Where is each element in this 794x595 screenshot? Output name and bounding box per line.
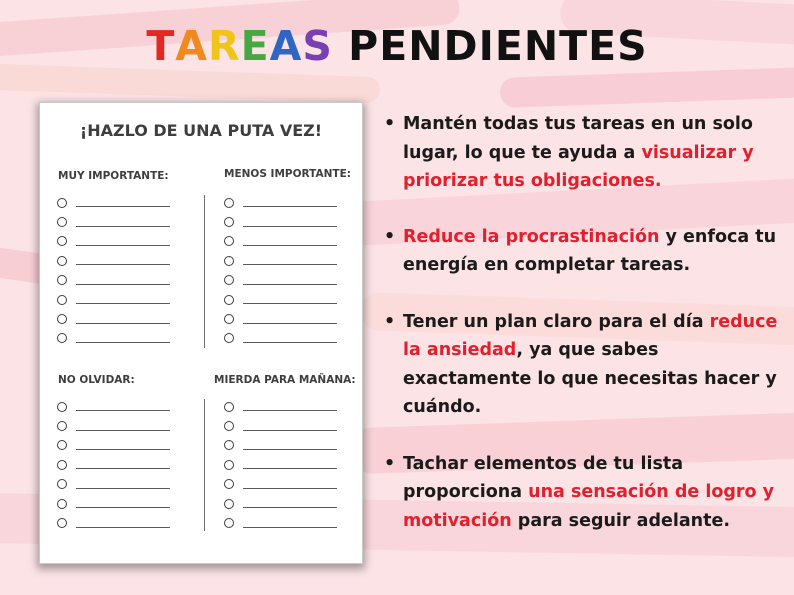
write-in-line [76, 488, 170, 489]
checklist-row [224, 232, 337, 251]
benefit-item [384, 223, 779, 280]
checkbox-circle-icon [57, 333, 67, 343]
checkbox-circle-icon [224, 460, 234, 470]
bullet-text: para seguir adelante. [511, 510, 731, 531]
write-in-line [243, 527, 337, 528]
checklist-no-olvidar [57, 397, 170, 533]
checklist-row [224, 494, 337, 513]
write-in-line [76, 245, 170, 246]
benefit-item [384, 450, 779, 536]
write-in-line [243, 488, 337, 489]
checklist-row [57, 309, 170, 328]
checkbox-circle-icon [224, 217, 234, 227]
checkbox-circle-icon [224, 333, 234, 343]
checklist-row [224, 397, 337, 416]
write-in-line [76, 410, 170, 411]
checkbox-circle-icon [224, 518, 234, 528]
planner-sheet [40, 103, 362, 563]
checklist-row [224, 455, 337, 474]
checklist-row [224, 329, 337, 348]
write-in-line [243, 342, 337, 343]
highlighted-text: Reduce la procrastinación [403, 226, 660, 247]
checklist-row [57, 416, 170, 435]
checkbox-circle-icon [57, 217, 67, 227]
checkbox-circle-icon [224, 421, 234, 431]
title-letter: A [175, 22, 209, 70]
column-divider [204, 195, 205, 348]
write-in-line [243, 410, 337, 411]
write-in-line [243, 303, 337, 304]
write-in-line [243, 284, 337, 285]
checkbox-circle-icon [57, 198, 67, 208]
highlighted-text: una sensación de logro y motivación [403, 482, 775, 531]
write-in-line [76, 468, 170, 469]
write-in-line [76, 342, 170, 343]
highlighted-text: reduce la ansiedad [403, 311, 778, 360]
checklist-row [224, 251, 337, 270]
benefit-item [384, 110, 779, 196]
checklist-row [224, 212, 337, 231]
planner-title: ¡HAZLO DE UNA PUTA VEZ! [79, 121, 323, 140]
checklist-row [224, 436, 337, 455]
title-letter: S [302, 22, 333, 70]
checklist-row [57, 271, 170, 290]
checklist-row [224, 193, 337, 212]
write-in-line [76, 323, 170, 324]
checkbox-circle-icon [57, 402, 67, 412]
checklist-row [224, 416, 337, 435]
checklist-row [224, 309, 337, 328]
title-letter: R [208, 22, 241, 70]
write-in-line [76, 264, 170, 265]
checklist-muy-importante [57, 193, 170, 348]
checklist-row [57, 251, 170, 270]
checkbox-circle-icon [57, 460, 67, 470]
checklist-row [57, 494, 170, 513]
checkbox-circle-icon [57, 440, 67, 450]
benefit-item [384, 308, 779, 422]
checkbox-circle-icon [57, 314, 67, 324]
bullet-text: y enfoca tu energía en completar tareas. [403, 226, 777, 275]
checkbox-circle-icon [57, 518, 67, 528]
checklist-row [57, 232, 170, 251]
checkbox-circle-icon [224, 256, 234, 266]
title-letter: T [146, 22, 176, 70]
write-in-line [243, 323, 337, 324]
write-in-line [243, 245, 337, 246]
bullet-text: , ya que sabes exactamente lo que necesitas hacer y cuándo. [403, 340, 777, 417]
section-label-mierda-para-manana: MIERDA PARA MAÑANA: [214, 374, 356, 386]
write-in-line [243, 264, 337, 265]
write-in-line [243, 468, 337, 469]
title-rest: PENDIENTES [332, 22, 648, 70]
checkbox-circle-icon [224, 198, 234, 208]
write-in-line [76, 284, 170, 285]
page-title [0, 22, 794, 70]
write-in-line [243, 430, 337, 431]
checkbox-circle-icon [57, 256, 67, 266]
checkbox-circle-icon [224, 479, 234, 489]
checklist-row [57, 290, 170, 309]
checklist-menos-importante [224, 193, 337, 348]
highlighted-text: visualizar y priorizar tus obligaciones. [403, 142, 754, 191]
checkbox-circle-icon [224, 402, 234, 412]
write-in-line [76, 449, 170, 450]
checkbox-circle-icon [224, 440, 234, 450]
checkbox-circle-icon [57, 275, 67, 285]
checklist-row [224, 513, 337, 532]
checklist-row [57, 455, 170, 474]
checkbox-circle-icon [57, 421, 67, 431]
column-divider [204, 399, 205, 531]
checklist-row [57, 193, 170, 212]
benefits-list [384, 110, 779, 535]
checklist-row [224, 475, 337, 494]
write-in-line [76, 303, 170, 304]
section-label-muy-importante: MUY IMPORTANTE: [58, 170, 169, 182]
checklist-row [57, 475, 170, 494]
checklist-row [57, 212, 170, 231]
bullet-text: Mantén todas tus tareas en un solo lugar, lo que te ayuda a [403, 114, 753, 163]
title-colored-word [146, 22, 333, 70]
checklist-row [57, 513, 170, 532]
write-in-line [76, 527, 170, 528]
bullet-text: Tener un plan claro para el día [403, 311, 710, 332]
checklist-row [57, 397, 170, 416]
write-in-line [243, 226, 337, 227]
brush-stroke [500, 66, 794, 108]
bullet-text: Tachar elementos de tu lista proporciona [403, 453, 684, 502]
write-in-line [76, 430, 170, 431]
checklist-row [57, 329, 170, 348]
checklist-row [57, 436, 170, 455]
checkbox-circle-icon [224, 236, 234, 246]
write-in-line [243, 206, 337, 207]
checkbox-circle-icon [57, 236, 67, 246]
write-in-line [76, 226, 170, 227]
section-label-menos-importante: MENOS IMPORTANTE: [224, 168, 351, 180]
write-in-line [76, 206, 170, 207]
checkbox-circle-icon [224, 499, 234, 509]
write-in-line [243, 449, 337, 450]
write-in-line [243, 507, 337, 508]
checkbox-circle-icon [57, 479, 67, 489]
title-letter: E [240, 22, 270, 70]
checkbox-circle-icon [224, 275, 234, 285]
checkbox-circle-icon [57, 499, 67, 509]
checklist-row [224, 290, 337, 309]
checkbox-circle-icon [224, 295, 234, 305]
section-label-no-olvidar: NO OLVIDAR: [58, 374, 135, 386]
checkbox-circle-icon [57, 295, 67, 305]
checklist-row [224, 271, 337, 290]
title-letter: A [269, 22, 303, 70]
checkbox-circle-icon [224, 314, 234, 324]
checklist-mierda-para-manana [224, 397, 337, 533]
write-in-line [76, 507, 170, 508]
